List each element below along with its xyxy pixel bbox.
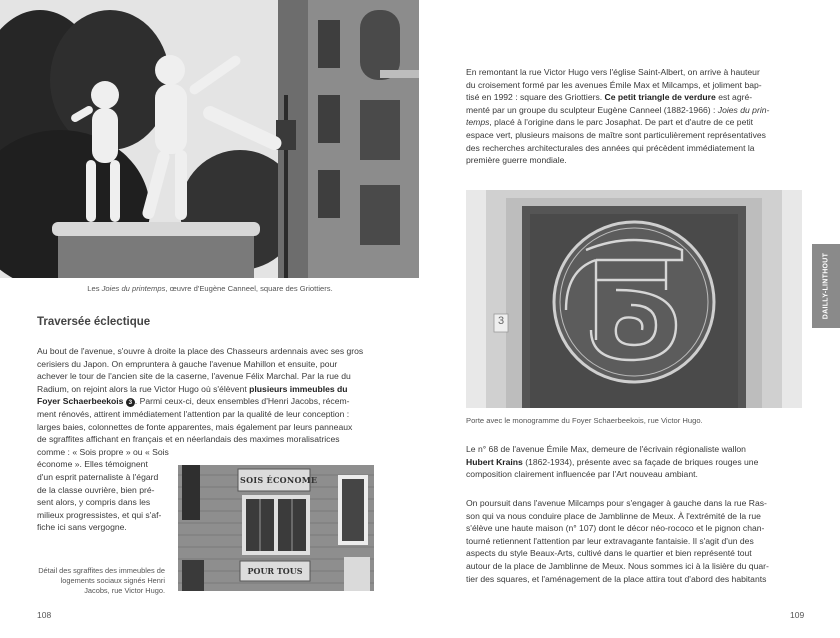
- door-number: 3: [497, 315, 505, 327]
- text-line: d'un esprit paternaliste à l'égard: [37, 471, 159, 482]
- text-line: En remontant la rue Victor Hugo vers l'église Saint-Albert, on arrive à hauteur: [466, 67, 760, 77]
- text-line: tourné retiennent l'attention par leur extravagante fantaisie. Il s'agit d'un des: [466, 535, 754, 546]
- text-line: aspects du style Beaux-Arts, cultivé dans le quartier et bien représenté tout: [466, 548, 752, 559]
- text-line: [37, 383, 374, 396]
- bold-highlight: Ce petit triangle de verdure: [604, 92, 716, 103]
- caption-suffix: , œuvre d'Eugène Canneel, square des Griottiers.: [165, 284, 333, 293]
- page-number-left: 108: [37, 610, 52, 620]
- text-line: économe ». Elles témoignent: [37, 459, 148, 470]
- italic-title: Joies du prin-: [717, 104, 770, 115]
- text-line: de sgraffites affichant en français et en néerlandais des maximes moralisatrices: [37, 434, 340, 445]
- text-line: Au bout de l'avenue, s'ouvre à droite la place des Chasseurs ardennais avec ses gros: [37, 346, 364, 356]
- text-line: comme : « Sois propre » ou « Sois: [37, 446, 169, 457]
- text-line: Le n° 68 de l'avenue Émile Max, demeure de l'écrivain régionaliste wallon: [466, 444, 746, 454]
- right-page: [420, 0, 840, 638]
- text-fragment: est agré-: [715, 92, 753, 103]
- text-line: première guerre mondiale.: [466, 155, 567, 166]
- right-body-paragraph-1: [466, 66, 802, 167]
- text-line: autour de la place de Jamblinne de Meux. Nous sommes ici à la lisière du quar-: [466, 560, 769, 571]
- photo-top-caption: [0, 284, 420, 294]
- text-line: [37, 395, 374, 408]
- text-line: son qui va nous conduire place de Jamblinne de Meux. À l'extrémité de la rue: [466, 510, 761, 521]
- chapter-side-tab: [812, 244, 840, 328]
- sign-sois-econome: SOIS ÉCONOME: [240, 475, 318, 485]
- text-fragment: (1862-1934), présente avec sa façade de briques rouges une: [522, 456, 759, 467]
- text-line: de la classe ouvrière, bien pré-: [37, 484, 155, 495]
- text-line: milieux progressistes, et qui s'af-: [37, 509, 162, 520]
- text-line: du croisement formé par les avenues Émile Max et Milcamps, et joliment bap-: [466, 79, 762, 90]
- text-line: sent alors, y compris dans les: [37, 497, 151, 508]
- caption-prefix: Les: [87, 284, 102, 293]
- photo-statue-joies-du-printemps: [0, 0, 419, 278]
- bold-highlight: plusieurs immeubles du: [249, 383, 348, 394]
- small-photo-caption: Détail des sgraffites des immeubles de logements sociaux signés Henri Jacobs, rue Victor Hugo.: [38, 566, 165, 595]
- text-fragment: Radium, on rejoint alors la rue Victor Hugo où s'élèvent: [37, 383, 250, 394]
- text-line: [466, 104, 802, 117]
- door-photo-caption: Porte avec le monogramme du Foyer Schaerbeekois, rue Victor Hugo.: [466, 416, 703, 425]
- statue-photo-illustration: [0, 0, 419, 278]
- text-fragment: . Parmi ceux-ci, deux ensembles d'Henri Jacobs, récem-: [134, 396, 350, 407]
- italic-title: temps: [466, 117, 490, 128]
- page-number-right: 109: [790, 610, 805, 620]
- text-line: s'élève une haute maison (n° 107) dont le décor néo-rococo et le pignon chan-: [466, 523, 765, 534]
- text-line: cerisiers du Japon. On empruntera à gauche l'avenue Mahillon et ensuite, pour: [37, 358, 338, 369]
- text-line: achever le tour de l'ancien site de la caserne, l'avenue Félix Marchal. Par la rue du: [37, 371, 351, 382]
- map-marker-number: 3: [126, 398, 135, 407]
- text-line: des recherches architecturales des années qui précèdent immédiatement la: [466, 142, 755, 153]
- photo-sgraffites-facade: [178, 465, 374, 591]
- text-line: tier des squares, et l'aménagement de la place attira tout d'abord des habitants: [466, 573, 767, 584]
- chapter-side-tab-label: DAILLY-LINTHOUT: [822, 252, 830, 320]
- text-line: [466, 91, 802, 104]
- door-photo-illustration: [466, 190, 802, 408]
- text-line: ment rénovés, attirent immédiatement l'attention par la qualité de leur conception :: [37, 408, 350, 419]
- text-fragment: , placé à l'origine dans le parc Josaphat. De part et d'autre de ce petit: [489, 117, 754, 128]
- right-body-paragraph-3: [466, 497, 802, 585]
- bold-highlight: Hubert Krains: [466, 456, 523, 467]
- text-line: On poursuit dans l'avenue Milcamps pour s'engager à gauche dans la rue Ras-: [466, 498, 767, 508]
- text-line: [466, 116, 802, 129]
- text-line: espace vert, plusieurs maisons de maître sont particulièrement représentatives: [466, 129, 766, 140]
- photo-door-monogram: [466, 190, 802, 408]
- right-body-paragraph-2: [466, 443, 802, 481]
- text-fragment: tisé en 1992 : square des Griottiers.: [466, 92, 605, 103]
- sign-pour-tous: POUR TOUS: [247, 566, 303, 576]
- text-line: composition clairement influencée par l'Art nouveau ambiant.: [466, 469, 698, 480]
- caption-italic-title: Joies du printemps: [101, 284, 166, 293]
- text-line: [466, 456, 802, 469]
- text-line: fiche ici sans vergogne.: [37, 522, 127, 533]
- bold-highlight: Foyer Schaerbeekois: [37, 396, 124, 407]
- section-title: Traversée éclectique: [37, 316, 151, 328]
- text-fragment: menté par un groupe du sculpteur Eugène Canneel (1882-1966) :: [466, 104, 718, 115]
- text-line: larges baies, colonnettes de fonte apparentes, mais également par leurs panneaux: [37, 421, 353, 432]
